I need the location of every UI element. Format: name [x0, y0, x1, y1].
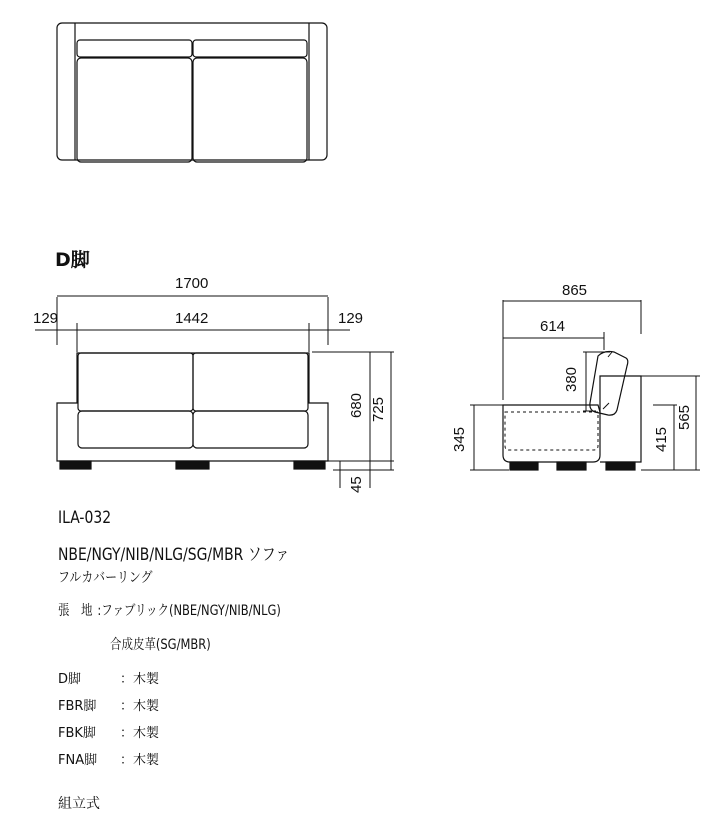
color-variants: NBE/NGY/NIB/NLG/SG/MBR ソファ [58, 545, 290, 565]
upholstery-label: 張 地 [58, 603, 93, 619]
top-view-seat-left [77, 58, 192, 162]
dim-total-height: 725 [370, 396, 387, 422]
top-view-seat-right [193, 58, 307, 162]
upholstery-leather: 合成皮革(SG/MBR) [110, 637, 211, 653]
side-leg-mid [557, 462, 586, 470]
leg-spec-row [58, 749, 159, 768]
side-leg-front [510, 462, 538, 470]
side-seat [503, 405, 600, 462]
cover-type: フルカバーリング [58, 570, 153, 586]
front-seat-cushion-left [78, 411, 193, 448]
dim-leg-height: 45 [348, 476, 365, 493]
upholstery-fabric [58, 600, 281, 620]
dim-arm-left: 129 [33, 310, 59, 327]
dim-inner-width: 1442 [175, 310, 209, 327]
leg-spec-row [58, 722, 159, 741]
side-leg-back [606, 462, 635, 470]
dim-depth-seat: 614 [540, 318, 566, 335]
assembly-note: 組立式 [58, 796, 100, 812]
upholstery-fabric-value: :ファブリック(NBE/NGY/NIB/NLG) [97, 603, 281, 619]
dim-arm-height: 415 [653, 426, 670, 452]
top-view-back-cushion-left [77, 40, 192, 57]
front-leg-center [176, 461, 209, 469]
leg-name: FBR脚 [58, 699, 97, 714]
dim-seat-height: 345 [451, 426, 468, 452]
front-back-cushion-right [193, 353, 308, 411]
side-seat-cushion-dash [505, 412, 598, 450]
dim-depth-total: 865 [562, 282, 588, 299]
top-view [57, 23, 327, 162]
model-number: ILA-032 [58, 508, 112, 528]
leg-name: FNA脚 [58, 753, 98, 768]
front-back-cushion-left [78, 353, 193, 411]
dim-back-total-height: 565 [676, 404, 693, 430]
leg-spec-row [58, 695, 159, 714]
dim-total-width: 1700 [175, 275, 209, 292]
leg-type-heading: D脚 [55, 249, 90, 271]
leg-material: ：木製 [120, 726, 160, 741]
dim-arm-right: 129 [338, 310, 364, 327]
front-seat-cushion-right [193, 411, 308, 448]
top-view-back-cushion-right [193, 40, 307, 57]
front-leg-left [60, 461, 91, 469]
leg-name: D脚 [58, 672, 82, 687]
leg-material: ：木製 [120, 699, 160, 714]
leg-material: ：木製 [120, 672, 160, 687]
dim-back-cushion: 380 [563, 366, 580, 392]
leg-name: FBK脚 [58, 726, 96, 741]
leg-spec-row [58, 668, 159, 687]
front-leg-right [294, 461, 325, 469]
side-back-frame [600, 376, 641, 462]
leg-material: ：木製 [120, 753, 160, 768]
dim-back-height: 680 [348, 392, 365, 418]
